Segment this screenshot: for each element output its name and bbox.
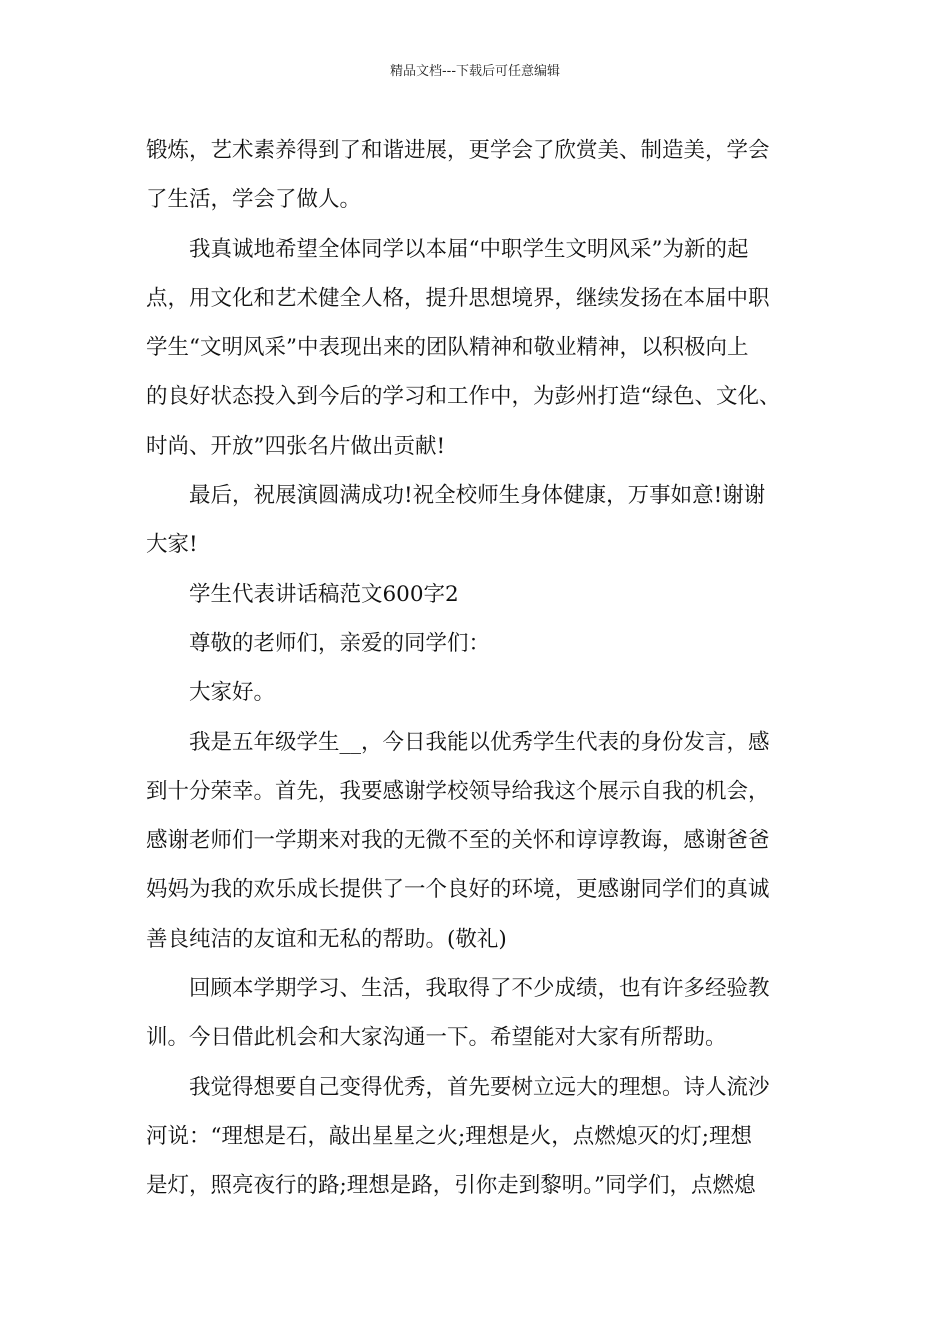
text-line: 大家! bbox=[146, 532, 198, 558]
text-line: 学生“文明风采”中表现出来的团队精神和敬业精神，以积极向上 bbox=[146, 335, 749, 361]
text-line: 妈妈为我的欢乐成长提供了一个良好的环境，更感谢同学们的真诚 bbox=[146, 877, 770, 903]
text-line: 河说：“理想是石，敲出星星之火;理想是火，点燃熄灭的灯;理想 bbox=[146, 1123, 752, 1149]
text-line: 回顾本学期学习、生活，我取得了不少成绩，也有许多经验教 bbox=[189, 976, 770, 1002]
text-line: 点，用文化和艺术健全人格，提升思想境界，继续发扬在本届中职 bbox=[146, 285, 770, 311]
text-line: 训。今日借此机会和大家沟通一下。希望能对大家有所帮助。 bbox=[146, 1025, 727, 1051]
text-line: 是灯，照亮夜行的路;理想是路，引你走到黎明。”同学们，点燃熄 bbox=[146, 1173, 756, 1199]
text-line: 时尚、开放”四张名片做出贡献! bbox=[146, 433, 446, 459]
text-line: 大家好。 bbox=[189, 680, 276, 706]
text-line: 我真诚地希望全体同学以本届“中职学生文明风采”为新的起 bbox=[189, 236, 749, 262]
text-line: 感谢老师们一学期来对我的无微不至的关怀和谆谆教诲，感谢爸爸 bbox=[146, 828, 770, 854]
text-line: 了生活，学会了做人。 bbox=[146, 187, 362, 213]
page-header: 精品文档---下载后可任意编辑 bbox=[389, 64, 561, 79]
text-line: 善良纯洁的友谊和无私的帮助。(敬礼) bbox=[146, 926, 507, 952]
text-line: 最后，祝展演圆满成功!祝全校师生身体健康，万事如意!谢谢 bbox=[189, 483, 766, 509]
text-line: 到十分荣幸。首先，我要感谢学校领导给我这个展示自我的机会， bbox=[146, 778, 770, 804]
text-line: 我觉得想要自己变得优秀，首先要树立远大的理想。诗人流沙 bbox=[189, 1074, 770, 1100]
text-line: 我是五年级学生__，今日我能以优秀学生代表的身份发言，感 bbox=[189, 729, 770, 755]
text-line: 锻炼，艺术素养得到了和谐进展，更学会了欣赏美、制造美，学会 bbox=[146, 138, 770, 163]
text-line: 尊敬的老师们，亲爱的同学们： bbox=[189, 630, 491, 656]
text-line: 的良好状态投入到今后的学习和工作中，为彭州打造“绿色、文化、 bbox=[146, 384, 781, 410]
text-line: 学生代表讲话稿范文600字2 bbox=[189, 581, 459, 607]
body-text bbox=[146, 126, 806, 1211]
